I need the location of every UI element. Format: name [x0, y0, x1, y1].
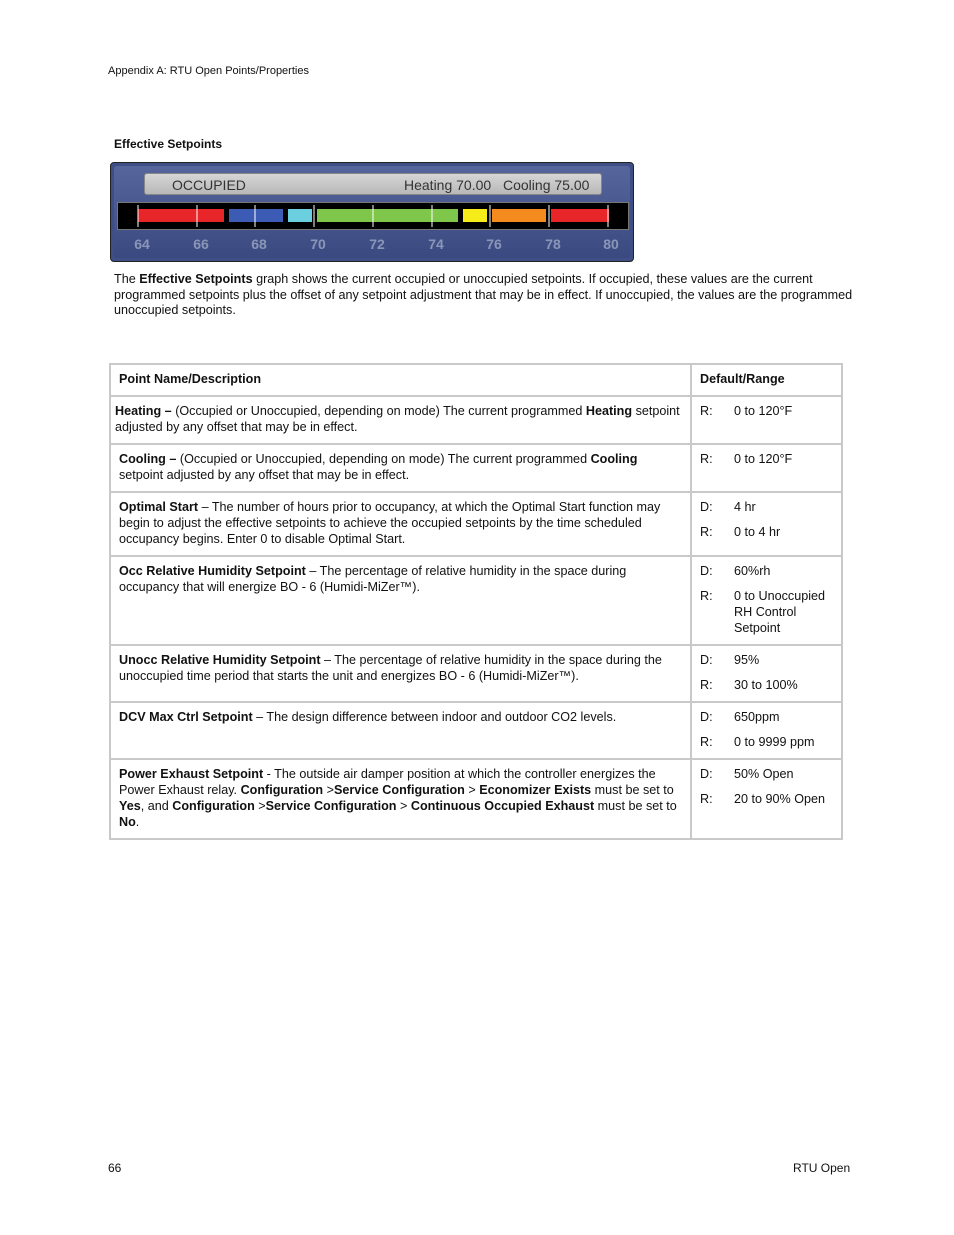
- table-row: [110, 492, 842, 556]
- description-paragraph: [114, 272, 854, 319]
- entry-value: 0 to 4 hr: [734, 525, 781, 539]
- point-desc-bold: Cooling: [590, 452, 638, 466]
- point-desc-bold: Continuous Occupied Exhaust: [410, 799, 595, 813]
- entry-value: 0 to 120°F: [734, 452, 793, 466]
- points-table: [109, 363, 843, 840]
- point-desc: – The design difference between indoor and outdoor CO2 levels.: [252, 710, 617, 724]
- status-bar: [144, 173, 602, 195]
- point-desc: >: [396, 799, 411, 813]
- section-title: Effective Setpoints: [114, 137, 223, 151]
- point-desc-bold: Configuration: [240, 783, 324, 797]
- page-number: 66: [108, 1161, 122, 1175]
- effective-setpoints-graph: [110, 162, 634, 262]
- table-row: [110, 759, 842, 839]
- entry-value: 20 to 90% Open: [734, 792, 826, 806]
- range-entry: [700, 734, 835, 750]
- range-entry: [700, 677, 835, 693]
- range-entry: [700, 451, 835, 467]
- entry-value: 50% Open: [734, 767, 794, 781]
- entry-key: D:: [700, 500, 713, 514]
- point-desc: setpoint adjusted by any offset that may be in effect.: [115, 404, 680, 434]
- tick-label: 72: [369, 236, 385, 252]
- entry-key: D:: [700, 710, 713, 724]
- running-header: Appendix A: RTU Open Points/Properties: [108, 65, 309, 77]
- band-yellow: [463, 209, 487, 222]
- entry-value: 95%: [734, 653, 760, 667]
- tick-label: 76: [486, 236, 502, 252]
- cooling-setpoint: Cooling 75.00: [503, 177, 590, 193]
- tick-label: 78: [545, 236, 561, 252]
- band-red-right: [551, 209, 609, 222]
- range-entry: [700, 588, 835, 636]
- tick-label: 68: [251, 236, 267, 252]
- point-desc: must be set to: [591, 783, 674, 797]
- tick-label: 64: [134, 236, 150, 252]
- entry-value: 0 to Unoccupied RH Control Setpoint: [734, 589, 826, 635]
- point-desc-bold: Economizer Exists: [479, 783, 592, 797]
- band-red-left: [138, 209, 224, 222]
- table-header-row: [110, 364, 842, 396]
- entry-key: R:: [700, 452, 713, 466]
- header-point-name: Point Name/Description: [110, 364, 691, 396]
- point-name: Occ Relative Humidity Setpoint: [119, 564, 306, 578]
- para-lead: The: [114, 272, 140, 286]
- point-name: Unocc Relative Humidity Setpoint: [119, 653, 321, 667]
- point-desc: , and: [140, 799, 173, 813]
- point-desc: >: [323, 783, 334, 797]
- entry-key: D:: [700, 767, 713, 781]
- entry-key: R:: [700, 792, 713, 806]
- para-rest: graph shows the current occupied or unoccupied setpoints. If occupied, these values are the current programmed setpoints plus the offset of any setpoint adjustment that may be in effect. If unoccupied, the values are the programmed unoccupied setpoints.: [114, 272, 853, 318]
- point-desc-bold: Service Configuration: [265, 799, 397, 813]
- tick-label: 70: [310, 236, 326, 252]
- entry-value: 0 to 120°F: [734, 404, 793, 418]
- point-name: Heating –: [115, 404, 176, 418]
- point-desc-bold: Yes: [119, 799, 141, 813]
- table-row: [110, 444, 842, 492]
- point-desc: >: [464, 783, 480, 797]
- tick-labels: [114, 236, 630, 252]
- point-desc: (Occupied or Unoccupied, depending on mode) The current programmed: [179, 452, 591, 466]
- tick-label: 74: [428, 236, 444, 252]
- point-desc-bold: No: [119, 815, 136, 829]
- point-desc: - The outside air damper position at which the controller energizes the Power Exhaust relay.: [119, 767, 656, 797]
- band-green: [317, 209, 458, 222]
- table-row: [110, 556, 842, 645]
- entry-value: 4 hr: [734, 500, 756, 514]
- point-desc: (Occupied or Unoccupied, depending on mode) The current programmed: [175, 404, 586, 418]
- point-desc-bold: Heating: [585, 404, 633, 418]
- default-entry: [700, 766, 835, 782]
- header-default-range: Default/Range: [691, 364, 842, 396]
- point-desc: – The percentage of relative humidity in the space during occupancy that will energize BO - 6 (Humidi-MiZer™).: [119, 564, 627, 594]
- range-entry: [700, 524, 835, 540]
- band-cyan: [288, 209, 312, 222]
- point-desc: .: [135, 815, 140, 829]
- table-row: [110, 645, 842, 702]
- entry-value: 60%rh: [734, 564, 771, 578]
- entry-key: R:: [700, 589, 713, 603]
- band-blue: [229, 209, 283, 222]
- band-orange: [492, 209, 546, 222]
- default-entry: [700, 563, 835, 579]
- document-name: RTU Open: [793, 1161, 851, 1175]
- entry-value: 650ppm: [734, 710, 780, 724]
- entry-key: R:: [700, 735, 713, 749]
- entry-key: R:: [700, 525, 713, 539]
- tick-label: 66: [193, 236, 209, 252]
- setpoint-scale: [117, 202, 629, 230]
- point-desc: setpoint adjusted by any offset that may be in effect.: [119, 468, 410, 482]
- para-term: Effective Setpoints: [139, 272, 253, 286]
- point-name: Power Exhaust Setpoint: [119, 767, 264, 781]
- point-desc: – The number of hours prior to occupancy, at which the Optimal Start function may begin to adjust the effective setpoints to achieve the occupied setpoints by the time scheduled occupancy begins. Enter 0 to disable Optimal Start.: [119, 500, 661, 546]
- table-row: [110, 702, 842, 759]
- point-desc: must be set to: [594, 799, 677, 813]
- point-desc: – The percentage of relative humidity in the space during the unoccupied time period that starts the unit and energizes BO - 6 (Humidi-MiZer™).: [119, 653, 662, 683]
- entry-value: 0 to 9999 ppm: [734, 735, 815, 749]
- point-desc-bold: Configuration: [172, 799, 255, 813]
- entry-key: R:: [700, 678, 713, 692]
- point-desc: >: [254, 799, 266, 813]
- heating-setpoint: Heating 70.00: [404, 177, 492, 193]
- point-name: Optimal Start: [119, 500, 199, 514]
- entry-key: D:: [700, 653, 713, 667]
- point-name: Cooling –: [119, 452, 180, 466]
- setpoint-band-svg: [118, 203, 628, 229]
- default-entry: [700, 652, 835, 668]
- occupancy-mode: OCCUPIED: [172, 177, 246, 193]
- entry-key: R:: [700, 404, 713, 418]
- point-desc-bold: Service Configuration: [333, 783, 465, 797]
- range-entry: [700, 403, 835, 419]
- entry-key: D:: [700, 564, 713, 578]
- default-entry: [700, 709, 835, 725]
- table-row: [110, 396, 842, 444]
- point-name: DCV Max Ctrl Setpoint: [119, 710, 253, 724]
- entry-value: 30 to 100%: [734, 678, 798, 692]
- tick-label: 80: [603, 236, 619, 252]
- default-entry: [700, 499, 835, 515]
- range-entry: [700, 791, 835, 807]
